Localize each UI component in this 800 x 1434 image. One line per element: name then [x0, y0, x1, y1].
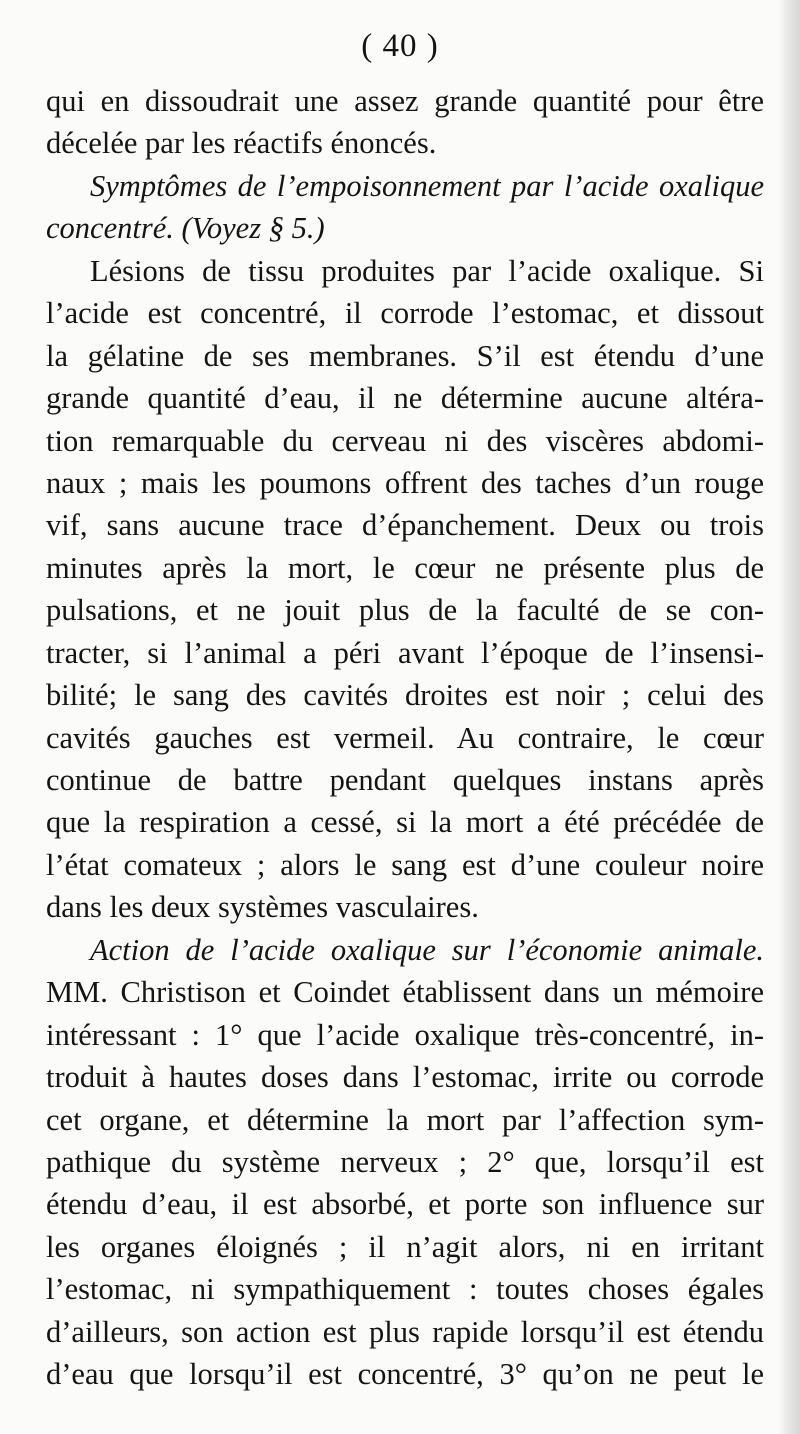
text-line: MM. Christison et Coindet établissent dans un mémoire — [46, 975, 764, 1010]
text-line: naux ; mais les poumons offrent des taches d’un rouge — [46, 465, 764, 500]
text-line: les organes éloignés ; il n’agit alors, ni en irritant — [46, 1229, 764, 1264]
text-line: continue de battre pendant quelques instans après — [46, 763, 764, 797]
text-line: concentré. (Voyez § 5.) — [46, 211, 325, 246]
text-line: Lésions de tissu produites par l’acide oxalique. Si — [90, 253, 764, 288]
text-line: pulsations, et ne jouit plus de la faculté de se con- — [46, 593, 764, 628]
text-line: dans les deux systèmes vasculaires. — [46, 890, 479, 925]
text-line: vif, sans aucune trace d’épanchement. Deux ou trois — [46, 508, 764, 543]
text-line: d’ailleurs, son action est plus rapide lorsqu’il est étendu — [46, 1314, 764, 1349]
text-line: la gélatine de ses membranes. S’il est étendu d’une — [46, 338, 764, 373]
text-line: l’estomac, ni sympathiquement : toutes choses égales — [46, 1272, 764, 1307]
page-number: ( 40 ) — [361, 28, 439, 64]
text-line: Symptômes de l’empoisonnement par l’acide oxalique — [90, 168, 764, 203]
text-line: d’eau que lorsqu’il est concentré, 3° qu’on ne peut le — [46, 1357, 764, 1392]
page-edge-shadow — [778, 0, 800, 1434]
text-line: étendu d’eau, il est absorbé, et porte son influence sur — [46, 1187, 764, 1222]
text-line: pathique du système nerveux ; 2° que, lorsqu’il est — [46, 1144, 764, 1179]
text-line: tracter, si l’animal a péri avant l’époque de l’insensi- — [46, 635, 764, 670]
text-line: l’état comateux ; alors le sang est d’une couleur noire — [46, 847, 764, 882]
text-line: bilité; le sang des cavités droites est noir ; celui des — [46, 678, 764, 713]
text-line: minutes après la mort, le cœur ne présente plus de — [46, 550, 764, 585]
body-text — [46, 80, 764, 1396]
text-line: cavités gauches est vermeil. Au contraire, le cœur — [46, 720, 764, 755]
text-line: que la respiration a cessé, si la mort a été précédée de — [46, 805, 764, 840]
text-line: intéressant : 1° que l’acide oxalique très-concentré, in- — [46, 1017, 764, 1052]
text-line: cet organe, et détermine la mort par l’affection sym- — [46, 1102, 764, 1137]
text-line: Action de l’acide oxalique sur l’économie animale. — [90, 932, 764, 967]
text-line: grande quantité d’eau, il ne détermine aucune altéra- — [46, 381, 764, 416]
text-line: troduit à hautes doses dans l’estomac, irrite ou corrode — [46, 1060, 764, 1095]
text-line: tion remarquable du cerveau ni des viscères abdomi- — [46, 423, 764, 458]
text-line: l’acide est concentré, il corrode l’estomac, et dissout — [46, 296, 764, 331]
text-line: qui en dissoudrait une assez grande quantité pour être — [46, 84, 764, 118]
text-line: décelée par les réactifs énoncés. — [46, 126, 437, 161]
